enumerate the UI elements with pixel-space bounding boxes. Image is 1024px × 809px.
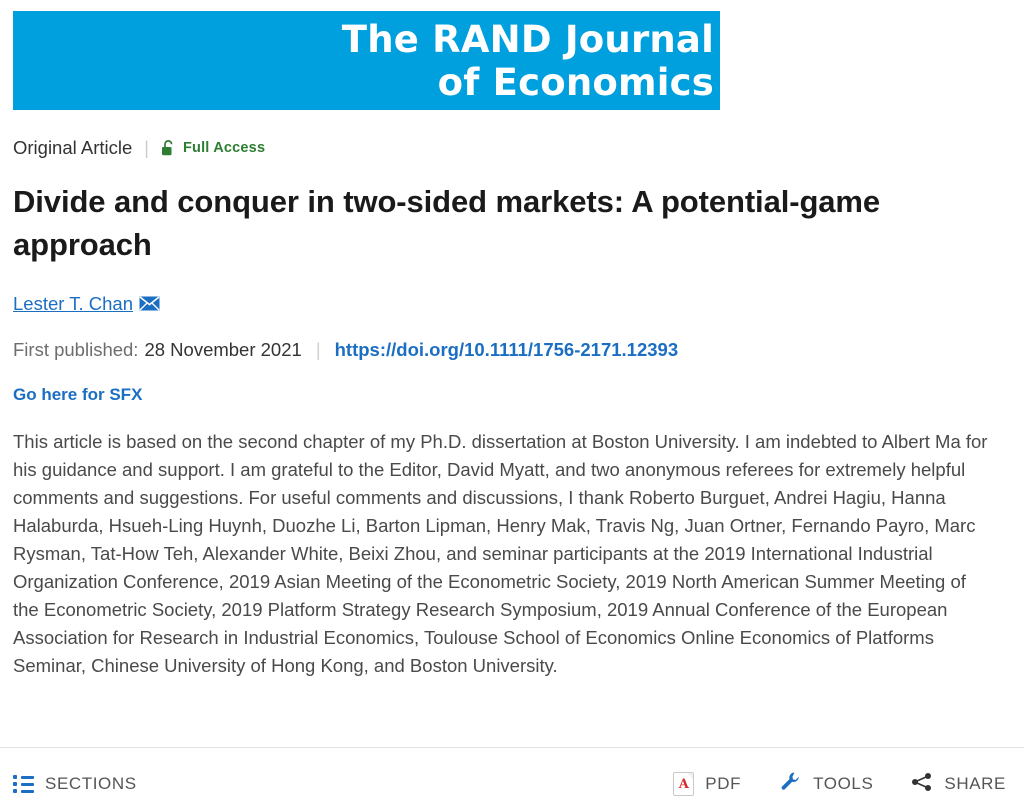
wrench-icon bbox=[779, 770, 802, 798]
share-label: SHARE bbox=[944, 774, 1006, 793]
article-toolbar bbox=[0, 747, 1024, 809]
toolbar-right-group bbox=[673, 770, 1006, 798]
doi-link[interactable]: https://doi.org/10.1111/1756-2171.12393 bbox=[334, 338, 679, 360]
share-button[interactable] bbox=[911, 772, 1006, 797]
pubinfo-divider: | bbox=[315, 338, 321, 360]
article-type-label: Original Article bbox=[13, 137, 133, 158]
pdf-icon: A bbox=[673, 772, 694, 796]
pdf-button[interactable] bbox=[673, 772, 741, 796]
list-icon bbox=[13, 775, 34, 793]
sections-button[interactable] bbox=[13, 774, 137, 794]
journal-title-line-2: of Economics bbox=[437, 60, 714, 104]
article-page bbox=[0, 11, 1024, 809]
acknowledgement-text: This article is based on the second chapter of my Ph.D. dissertation at Boston University. I am indebted to Albert Ma for his guidance and support. I am grateful to the Editor, David Myatt, and two anonymous referees for extremely helpful comments and suggestions. For useful comments and discussions, I thank Roberto Burguet, Andrei Hagiu, Hanna Halaburda, Hsueh-Ling Huynh, Duozhe Li, Barton Lipman, Henry Mak, Travis Ng, Juan Ortner, Fernando Payro, Marc Rysman, Tat-How Teh, Alexander White, Beixi Zhou, and seminar participants at the 2019 International Industrial Organization Conference, 2019 Asian Meeting of the Econometric Society, 2019 North American Summer Meeting of the Econometric Society, 2019 Platform Strategy Research Symposium, 2019 Annual Conference of the European Association for Research in Industrial Economics, Toulouse School of Economics Online Economics of Platforms Seminar, Chinese University of Hong Kong, and Boston University. bbox=[13, 430, 988, 677]
article-content bbox=[0, 137, 1024, 681]
author-link[interactable]: Lester T. Chan bbox=[13, 292, 133, 314]
toolbar-left-group bbox=[13, 774, 137, 794]
meta-divider: | bbox=[144, 138, 149, 158]
access-label: Full Access bbox=[182, 140, 266, 156]
sfx-link[interactable]: Go here for SFX bbox=[13, 384, 143, 404]
tools-label: TOOLS bbox=[813, 774, 874, 793]
access-status bbox=[161, 139, 265, 157]
journal-title-line-1: The RAND Journal bbox=[341, 17, 714, 61]
journal-banner bbox=[13, 11, 720, 110]
author-list bbox=[13, 293, 1011, 315]
share-icon bbox=[911, 772, 933, 797]
article-meta-row bbox=[13, 137, 1011, 159]
tools-button[interactable] bbox=[779, 770, 873, 798]
publication-info bbox=[13, 339, 1011, 361]
page-title: Divide and conquer in two-sided markets: A potential-game approach bbox=[13, 184, 881, 262]
open-lock-icon bbox=[161, 139, 176, 157]
envelope-icon[interactable] bbox=[139, 296, 160, 311]
pdf-label: PDF bbox=[705, 774, 742, 793]
first-published-label: First published: bbox=[13, 338, 139, 360]
first-published-date: 28 November 2021 bbox=[144, 338, 302, 360]
sections-label: SECTIONS bbox=[45, 774, 137, 793]
